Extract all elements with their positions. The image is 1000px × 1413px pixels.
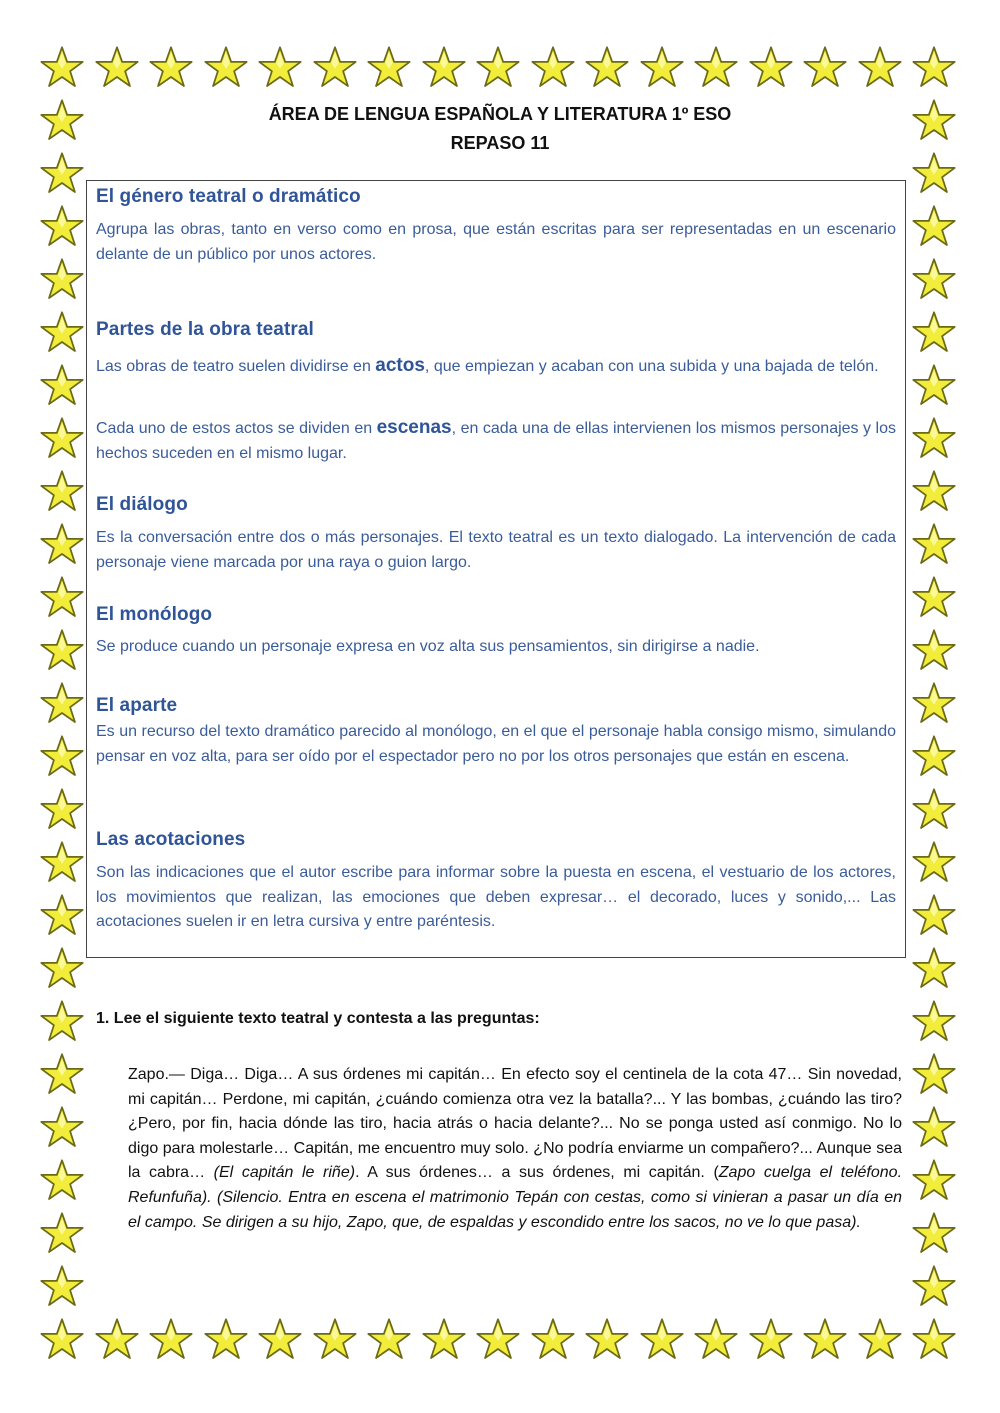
star-icon (640, 1318, 684, 1362)
star-icon (204, 46, 248, 90)
star-icon (912, 152, 956, 196)
star-icon (912, 1318, 956, 1362)
star-icon (476, 46, 520, 90)
text-partes-1-b: , que empiezan y acaban con una subida y una bajada de telón. (424, 358, 879, 375)
star-icon (912, 947, 956, 991)
star-icon (40, 258, 84, 302)
heading-aparte: El aparte (96, 695, 178, 716)
star-icon (40, 1053, 84, 1097)
star-icon (912, 364, 956, 408)
exercise-question: 1. Lee el siguiente texto teatral y contesta a las preguntas: (96, 1010, 540, 1027)
star-icon (313, 46, 357, 90)
text-partes-2-b: , en cada una de ellas intervienen los mismos personajes y los hechos suceden en el mismo lugar. (96, 420, 897, 462)
heading-genero: El género teatral o dramático (96, 186, 361, 207)
star-icon (149, 1318, 193, 1362)
page-title: ÁREA DE LENGUA ESPAÑOLA Y LITERATURA 1º ESO (268, 104, 732, 124)
star-icon (40, 841, 84, 885)
star-icon (803, 1318, 847, 1362)
star-icon (912, 576, 956, 620)
star-icon (40, 1000, 84, 1044)
drama-text-2: . A sus órdenes… a sus órdenes, mi capitán. ( (355, 1164, 719, 1182)
star-icon (803, 46, 847, 90)
heading-monologo: El monólogo (96, 604, 213, 625)
star-icon (422, 46, 466, 90)
star-icon (258, 46, 302, 90)
star-icon (912, 894, 956, 938)
star-icon (40, 523, 84, 567)
star-icon (367, 46, 411, 90)
star-icon (258, 1318, 302, 1362)
star-icon (40, 205, 84, 249)
drama-italic-2: Zapo cuelga el teléfono. Refunfuña). (Silencio. Entra en escena el matrimonio Tepán con cestas, como si vinieran a pasar un día en el campo. Se dirigen a su hijo, Zapo, que, de espaldas y escondido entre los sacos, no ve lo que pasa). (128, 1164, 903, 1231)
text-aparte: Es un recurso del texto dramático parecido al monólogo, en el que el personaje habla consigo mismo, simulando pensar en voz alta, para ser oído por el espectador pero no por los otros personajes que están en escena. (96, 723, 896, 765)
star-icon (912, 682, 956, 726)
star-icon (40, 364, 84, 408)
star-icon (40, 629, 84, 673)
text-genero: Agrupa las obras, tanto en verso como en prosa, que están escritas para ser representadas en un escenario delante de un público por unos actores. (96, 221, 896, 263)
star-icon (912, 1000, 956, 1044)
star-icon (40, 417, 84, 461)
star-icon (640, 46, 684, 90)
drama-text (128, 1063, 902, 1235)
star-icon (858, 46, 902, 90)
star-icon (40, 576, 84, 620)
star-icon (585, 46, 629, 90)
keyword-actos: actos (375, 355, 425, 376)
star-icon (40, 894, 84, 938)
text-partes-2 (96, 416, 896, 466)
star-icon (40, 1212, 84, 1256)
star-icon (40, 947, 84, 991)
drama-text-1: Zapo.— Diga… Diga… A sus órdenes mi capitán… En efecto soy el centinela de la cota 47… Sin novedad, mi capitán… Perdone, mi capitán, ¿cuándo comienza otra vez la batalla?... Y las bombas, ¿cuándo las tiro? ¿Pero, por fin, hacia dónde las tiro, hacia atrás o hacia delante?... No se ponga usted así conmigo. No lo digo para molestarle… Capitán, me encuentro muy solo. ¿No podría enviarme un compañero?... Aunque sea la cabra… (128, 1066, 902, 1182)
star-icon (204, 1318, 248, 1362)
star-icon (912, 523, 956, 567)
star-icon (912, 258, 956, 302)
keyword-escenas: escenas (376, 417, 452, 438)
drama-italic-1: (El capitán le riñe) (213, 1164, 356, 1182)
text-acotaciones: Son las indicaciones que el autor escribe para informar sobre la puesta en escena, el vestuario de los actores, los movimientos que realizan, las emociones que deben expresar… el decorado, luces y sonido,... Las acotaciones suelen ir en letra cursiva y entre paréntesis. (96, 864, 896, 930)
star-icon (313, 1318, 357, 1362)
star-icon (95, 46, 139, 90)
star-icon (912, 417, 956, 461)
star-icon (585, 1318, 629, 1362)
star-icon (694, 1318, 738, 1362)
heading-dialogo: El diálogo (96, 494, 188, 515)
star-icon (40, 1265, 84, 1309)
text-monologo: Se produce cuando un personaje expresa en voz alta sus pensamientos, sin dirigirse a nadie. (96, 638, 760, 655)
star-icon (912, 1106, 956, 1150)
star-icon (912, 735, 956, 779)
star-icon (531, 1318, 575, 1362)
star-icon (912, 629, 956, 673)
star-icon (912, 1053, 956, 1097)
star-icon (40, 311, 84, 355)
heading-partes: Partes de la obra teatral (96, 319, 314, 340)
star-icon (912, 788, 956, 832)
star-icon (476, 1318, 520, 1362)
star-icon (40, 682, 84, 726)
star-icon (912, 470, 956, 514)
star-icon (40, 1318, 84, 1362)
star-icon (912, 205, 956, 249)
text-dialogo: Es la conversación entre dos o más personajes. El texto teatral es un texto dialogado. La intervención de cada personaje viene marcada por una raya o guion largo. (96, 529, 896, 571)
star-icon (912, 1265, 956, 1309)
text-partes-2-a: Cada uno de estos actos se dividen en (96, 420, 377, 437)
star-icon (912, 46, 956, 90)
star-icon (912, 1159, 956, 1203)
star-icon (40, 1159, 84, 1203)
star-icon (40, 1106, 84, 1150)
page-subtitle: REPASO 11 (450, 133, 550, 153)
star-icon (40, 788, 84, 832)
text-partes-1-a: Las obras de teatro suelen dividirse en (96, 358, 376, 375)
star-icon (40, 152, 84, 196)
star-icon (40, 470, 84, 514)
star-icon (149, 46, 193, 90)
star-icon (40, 46, 84, 90)
star-icon (858, 1318, 902, 1362)
star-icon (422, 1318, 466, 1362)
star-icon (912, 311, 956, 355)
star-icon (694, 46, 738, 90)
heading-acotaciones: Las acotaciones (96, 829, 246, 850)
star-icon (367, 1318, 411, 1362)
star-icon (749, 1318, 793, 1362)
star-icon (912, 1212, 956, 1256)
star-icon (531, 46, 575, 90)
text-partes-1 (96, 354, 896, 380)
star-icon (749, 46, 793, 90)
star-icon (912, 841, 956, 885)
star-icon (40, 735, 84, 779)
star-icon (95, 1318, 139, 1362)
